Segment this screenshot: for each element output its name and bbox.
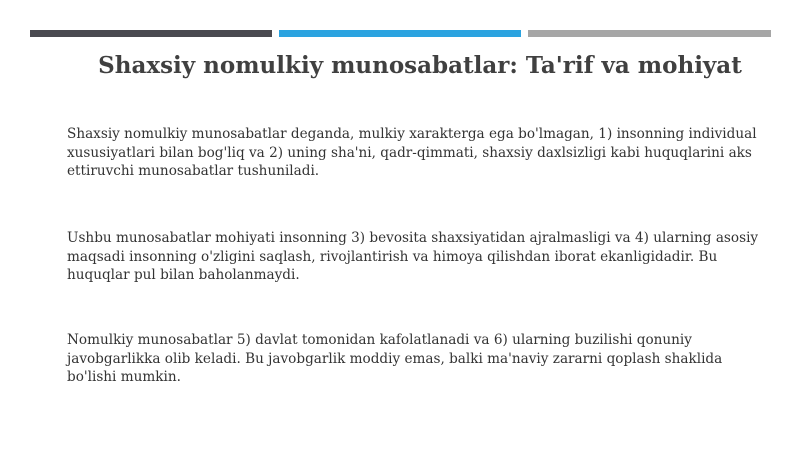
paragraph-definition: Shaxsiy nomulkiy munosabatlar deganda, mulkiy xarakterga ega bo'lmagan, 1) insonning individual xususiyatlari bilan bog'liq va 2) uning sha'ni, qadr-qimmati, shaxsiy daxlsizligi kabi huquqlarini aks ettiruvchi munosabatlar tushuniladi. [67,126,757,179]
paragraph-essence: Ushbu munosabatlar mohiyati insonning 3) bevosita shaxsiyatidan ajralmasligi va 4) ularning asosiy maqsadi insonning o'zligini saqlash, rivojlantirish va himoya qilishdan iborat ekanligidadir. Bu huquqlar pul bilan baholanmaydi. [67,230,759,283]
slide-title: Shaxsiy nomulkiy munosabatlar: Ta'rif va mohiyat [98,52,742,79]
paragraph-guarantee: Nomulkiy munosabatlar 5) davlat tomonidan kafolatlanadi va 6) ularning buzilishi qonuniy javobgarlikka olib keladi. Bu javobgarlik moddiy emas, balki ma'naviy zararni qoplash shaklida bo'lishi mumkin. [67,332,723,385]
accent-bar-blue [279,30,521,37]
accent-bar-gray [528,30,771,37]
accent-bar-dark [30,30,272,37]
